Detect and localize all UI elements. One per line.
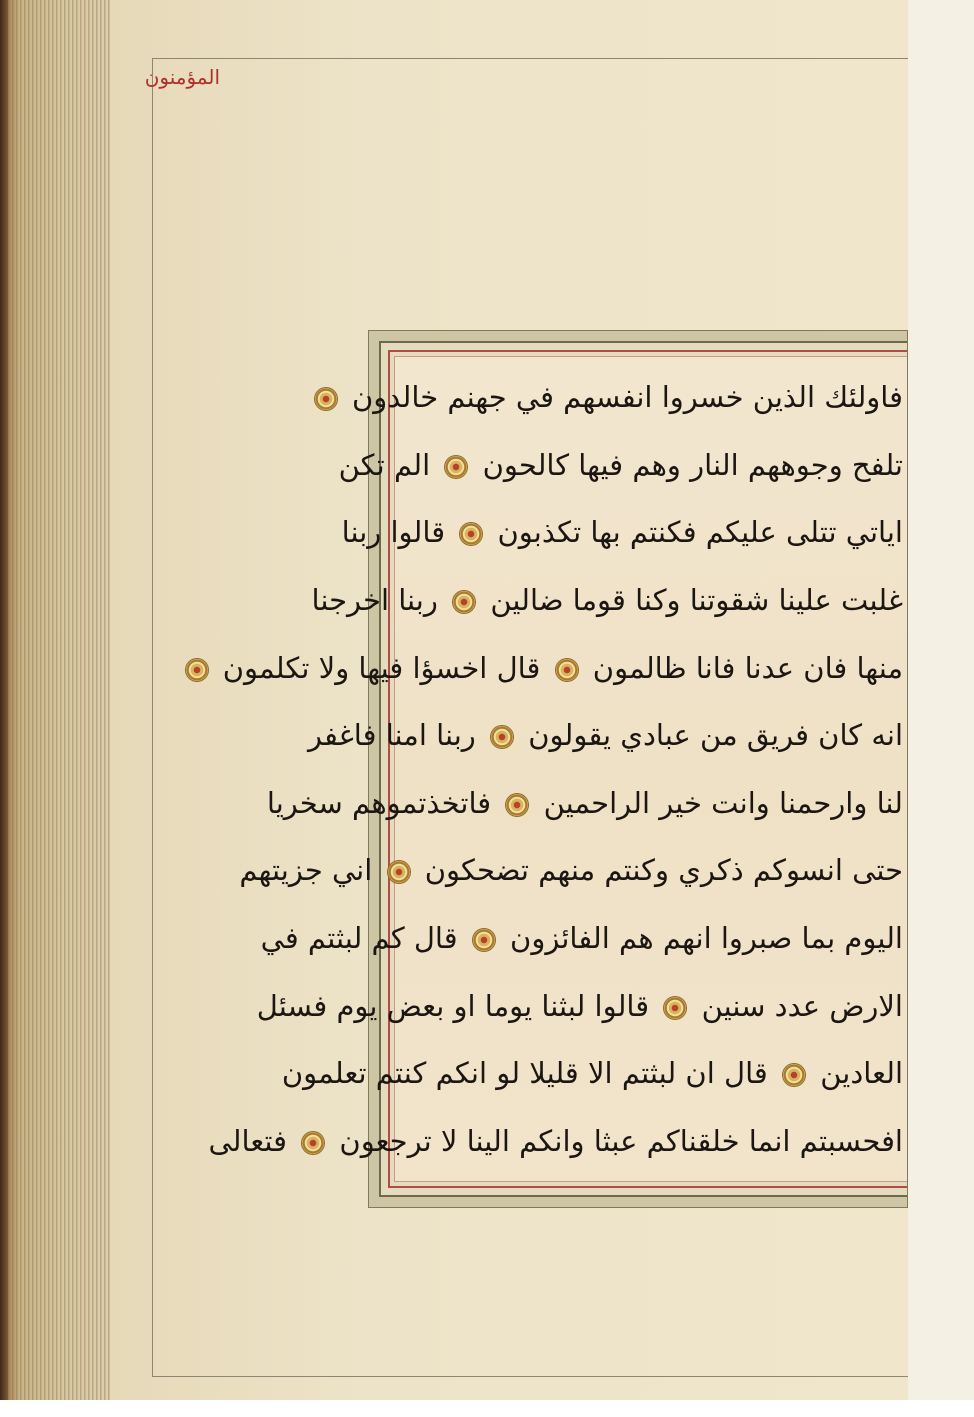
verse-text: فتعالى	[208, 1123, 297, 1158]
text-line	[208, 1111, 903, 1173]
verse-text: العادين	[811, 1056, 903, 1091]
verse-text: قالوا لبثنا يوما او بعض يوم فسئل	[256, 988, 659, 1023]
verse-marker-icon	[445, 456, 467, 478]
text-lines	[208, 367, 903, 1173]
text-line	[213, 638, 903, 700]
verse-marker-icon	[302, 1132, 324, 1154]
text-line	[256, 976, 903, 1038]
red-rule	[208, 350, 907, 1188]
verse-text: افحسبتم انما خلقناكم عبثا وانكم الينا لا ترجعون	[330, 1123, 903, 1158]
verse-marker-icon	[460, 523, 482, 545]
verse-marker-icon	[453, 591, 475, 613]
verse-text: قال كم لبثتم في	[260, 921, 467, 955]
verse-marker-icon	[783, 1064, 805, 1086]
text-line	[281, 1043, 903, 1105]
verse-marker-icon	[388, 861, 410, 883]
verse-text: قال ان لبثتم الا قليلا لو انكم كنتم تعلمون	[281, 1056, 777, 1091]
verse-text: الارض عدد سنين	[692, 988, 903, 1023]
verse-text: اياتي تتلى عليكم فكنتم بها تكذبون	[488, 515, 903, 550]
verse-marker-icon	[506, 794, 528, 816]
verse-text: فاتخذتموهم سخريا	[266, 785, 501, 820]
text-line	[338, 435, 903, 497]
scan-margin	[908, 0, 974, 1400]
text-line	[307, 705, 903, 767]
verse-text: انه كان فريق من عبادي يقولون	[519, 718, 903, 753]
verse-marker-icon	[491, 726, 513, 748]
surah-catchword: المؤمنون	[144, 65, 220, 89]
page-edges	[0, 0, 110, 1400]
verse-text: ربنا امنا فاغفر	[307, 718, 485, 753]
text-line	[341, 502, 903, 564]
verse-text: ربنا اخرجنا	[311, 582, 448, 617]
text-line	[260, 908, 903, 970]
text-line	[239, 840, 903, 902]
verse-marker-icon	[315, 388, 337, 410]
verse-text: الم تكن	[338, 447, 440, 482]
verse-marker-icon	[664, 997, 686, 1019]
verse-text: اليوم بما صبروا انهم هم الفائزون	[500, 921, 903, 955]
scan-bottom-margin	[0, 1400, 974, 1417]
text-line	[342, 367, 903, 429]
frame-inner	[208, 341, 907, 1197]
verse-text: اني جزيتهم	[239, 853, 382, 888]
outer-rule	[152, 58, 153, 1376]
text-frame	[208, 330, 908, 1208]
outer-rule	[152, 58, 908, 59]
text-line	[311, 570, 903, 632]
verse-text: حتى انسوكم ذكري وكنتم منهم تضحكون	[415, 853, 903, 888]
verse-text: تلفح وجوههم النار وهم فيها كالحون	[473, 447, 903, 482]
verse-text: فاولئك الذين خسروا انفسهم في جهنم خالدون	[342, 380, 903, 414]
verse-text: غلبت علينا شقوتنا وكنا قوما ضالين	[481, 582, 903, 617]
verse-text: قال اخسؤا فيها ولا تكلمون	[213, 650, 550, 685]
verse-marker-icon	[186, 659, 208, 681]
verse-text: قالوا ربنا	[341, 515, 455, 550]
verse-text: لنا وارحمنا وانت خير الراحمين	[534, 785, 903, 820]
verse-text: منها فان عدنا فانا ظالمون	[583, 650, 903, 685]
outer-rule	[152, 1376, 908, 1377]
verse-marker-icon	[556, 659, 578, 681]
verse-marker-icon	[473, 929, 495, 951]
text-line	[266, 773, 903, 835]
text-panel	[208, 356, 907, 1182]
